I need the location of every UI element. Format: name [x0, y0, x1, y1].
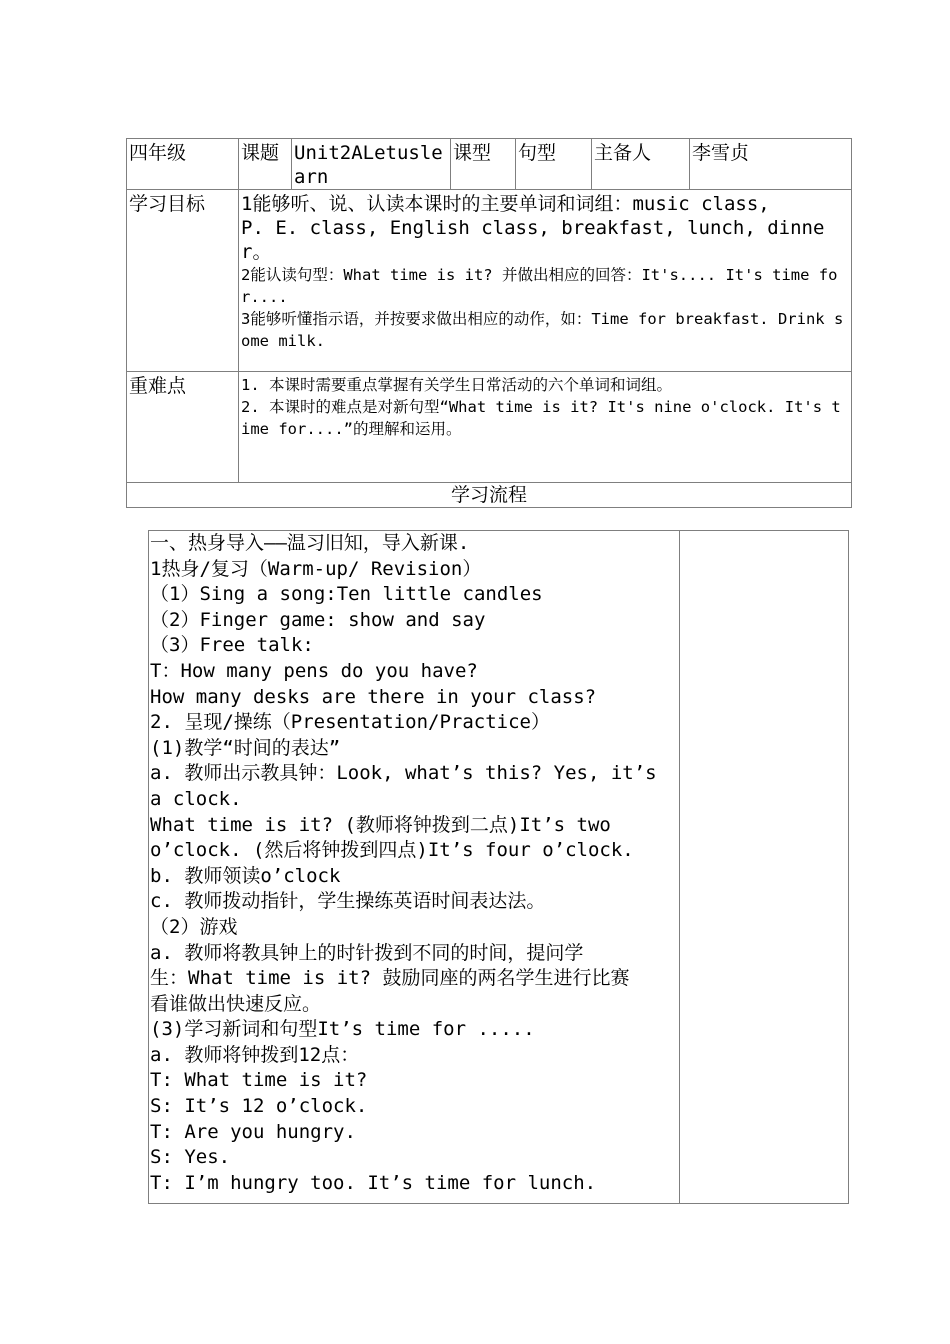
grade-cell: 四年级: [127, 139, 239, 190]
flow-line: T: Are you hungry.: [150, 1120, 356, 1143]
preparer-label: 主备人: [592, 139, 690, 190]
flow-line: S: It’s 12 o’clock.: [150, 1095, 368, 1118]
flow-line: (3)学习新词和句型It’s time for .....: [150, 1018, 535, 1041]
flow-line: a clock.: [150, 787, 242, 810]
flow-line: b. 教师领读o’clock: [150, 864, 341, 887]
flow-line: 看谁做出快速反应。: [150, 992, 322, 1015]
flow-line: 一、热身导入——温习旧知，导入新课.: [150, 532, 470, 554]
flow-line: (1)教学“时间的表达”: [150, 736, 341, 759]
flow-line: o’clock. (然后将钟拨到四点)It’s four o’clock.: [150, 839, 634, 862]
flow-line: （2）游戏: [150, 915, 238, 938]
objective-line-2: P. E. class, English class, breakfast, lunch, dinner。: [241, 217, 825, 263]
flow-line: （1）Sing a song:Ten little candles: [150, 583, 543, 606]
flow-line: c. 教师拨动指针，学生操练英语时间表达法。: [150, 890, 546, 913]
flow-line: 2. 呈现/操练（Presentation/Practice）: [150, 711, 550, 734]
flow-line: What time is it? (教师将钟拨到二点)It’s two: [150, 813, 611, 836]
type-label: 课型: [451, 139, 516, 190]
flow-line: How many desks are there in your class?: [150, 685, 597, 708]
key-points-content: [239, 372, 852, 483]
type-value: 句型: [516, 139, 592, 190]
flow-line: （2）Finger game: show and say: [150, 608, 486, 631]
flow-line: 生：What time is it? 鼓励同座的两名学生进行比赛: [150, 967, 630, 990]
key-point-line-1: 1. 本课时需要重点掌握有关学生日常活动的六个单词和词组。: [241, 376, 672, 394]
objective-line-3: 2能认读句型：What time is it? 并做出相应的回答：It's.... It's time for....: [241, 266, 838, 306]
key-points-label: 重难点: [127, 372, 239, 483]
flow-line: T: I’m hungry too. It’s time for lunch.: [150, 1171, 597, 1194]
header-row: [127, 139, 852, 190]
flow-content: [149, 531, 680, 1204]
objectives-label: 学习目标: [127, 190, 239, 372]
flow-line: T: What time is it?: [150, 1069, 368, 1092]
flow-line: （3）Free talk:: [150, 634, 314, 657]
flow-line: a. 教师出示教具钟：Look, what’s this? Yes, it’s: [150, 762, 657, 785]
flow-line: 1热身/复习（Warm-up/ Revision）: [150, 557, 482, 580]
key-point-line-2: 2. 本课时的难点是对新句型“What time is it? It's nine o'clock. It's time for....”的理解和运用。: [241, 398, 841, 438]
flow-line: S: Yes.: [150, 1146, 231, 1169]
objective-line-1: 1能够听、说、认读本课时的主要单词和词组：music class,: [241, 193, 770, 215]
objectives-row: [127, 190, 852, 372]
flow-line: T：How many pens do you have?: [150, 659, 478, 682]
objective-line-4: 3能够听懂指示语，并按要求做出相应的动作，如：Time for breakfast. Drink some milk.: [241, 310, 844, 350]
key-points-row: [127, 372, 852, 483]
notes-column: [680, 531, 849, 1204]
flow-line: a. 教师将教具钟上的时针拨到不同的时间，提问学: [150, 941, 584, 964]
lesson-info-table: [126, 138, 852, 508]
section-title-row: [127, 483, 852, 508]
topic-label: 课题: [239, 139, 292, 190]
preparer-value: 李雪贞: [690, 139, 852, 190]
topic-value: Unit2ALetuslearn: [292, 139, 451, 190]
flow-line: a. 教师将钟拨到12点：: [150, 1043, 360, 1066]
objectives-content: [239, 190, 852, 372]
section-title: 学习流程: [127, 483, 852, 508]
flow-table: [148, 530, 849, 1204]
